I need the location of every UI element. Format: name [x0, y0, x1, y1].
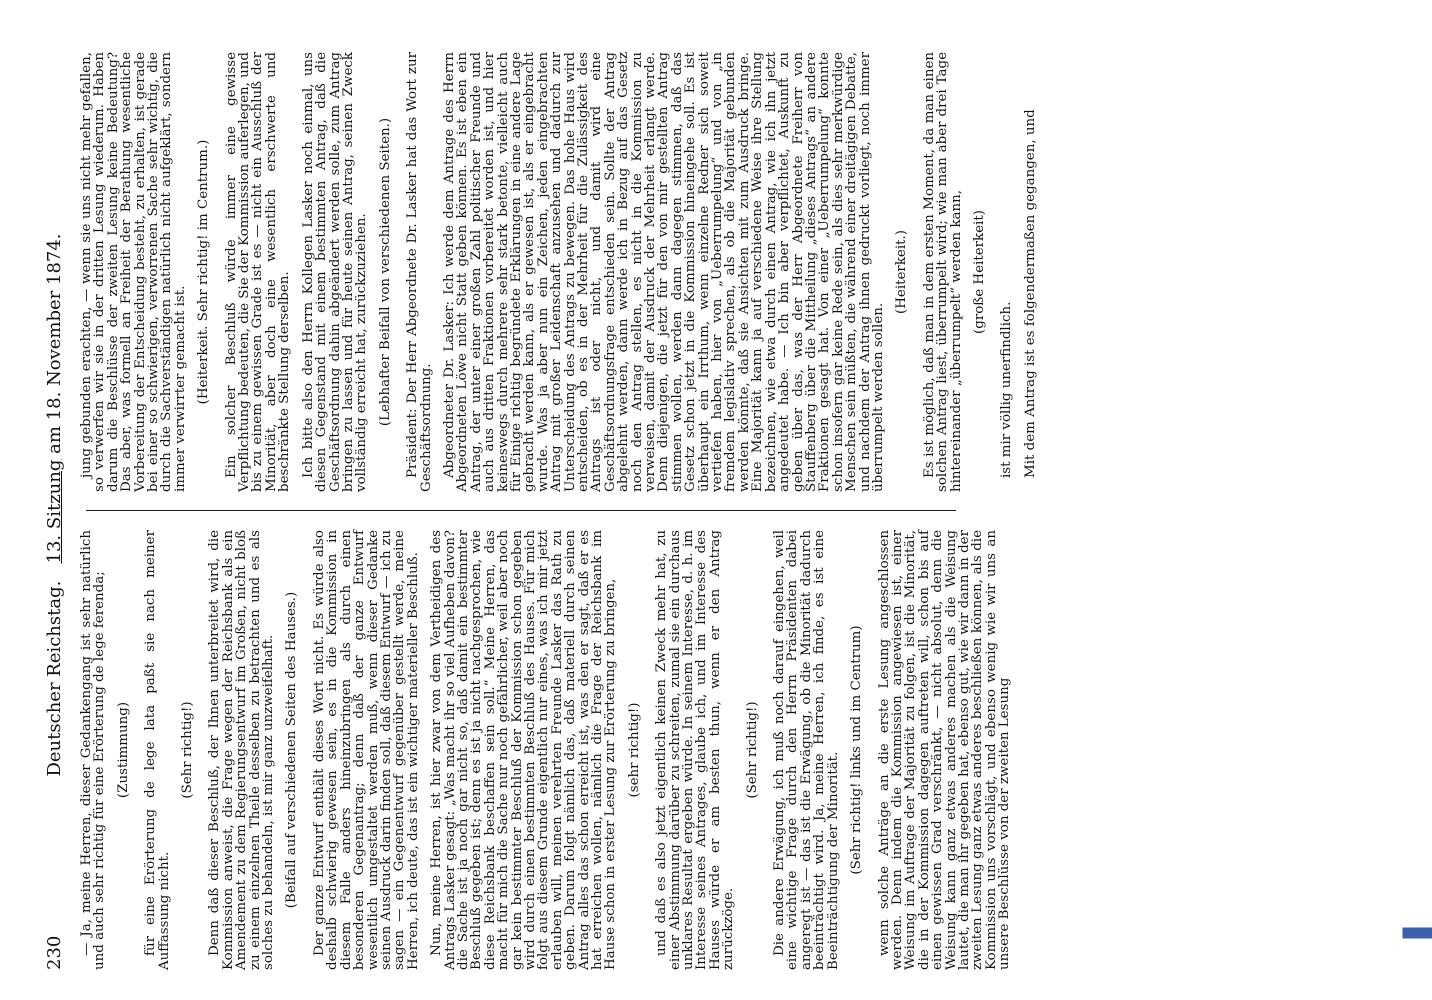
text-column-left: [80, 530, 1022, 970]
stage-direction: (Sehr richtig! links und im Centrum): [849, 625, 865, 875]
paragraph: Präsident: Der Herr Abgeordnete Dr. Lasker hat das Wort zur Geschäftsordnung.: [405, 52, 434, 492]
publication-title: Deutscher Reichstag.: [44, 580, 65, 777]
paragraph: Ein solcher Beschluß würde immer eine gewisse Verpflichtung bedeuten, die Sie der Kommission auferlegen, und bis zu einem gewissen Grade ist es — nicht ein Ausschluß der Minorität, aber doch eine wesentlich erschwerte und beschränkte Stellung derselben.: [223, 52, 293, 492]
page-header: [40, 40, 74, 970]
stage-direction: (Zustimmung): [115, 701, 131, 799]
stage-direction: (große Heiterkeit): [971, 210, 987, 334]
stage-direction: (Sehr richtig!): [744, 701, 760, 799]
paragraph: jung gebunden erachten, — wenn sie uns nicht mehr gefallen, so verwerfen wir sie in der dritten Lesung wiederum. Haben darum die Beschlüsse der zweiten Lesung keine Bedeutung? Das aber, was formell an Freiheit der Berathung wesentliche Vorbereitung der Entscheidung besteht, zu erhalten, ist gerade bei einer so schwierigen, verworrenen Sache sehr wichtig, die durch die Sachverständigen natürlich nicht aufgeklärt, sondern immer verwirrter gemacht ist.: [79, 52, 188, 492]
dfg-logo: [1403, 928, 1432, 939]
stage-direction: (Heiterkeit. Sehr richtig! im Centrum.): [196, 139, 212, 405]
stage-direction: (sehr richtig!): [626, 702, 642, 798]
paragraph: — Ja, meine Herren, dieser Gedankengang ist sehr natürlich und auch sehr richtig für eine Erörterung de lege ferenda;: [79, 530, 108, 970]
paragraph: Es ist möglich, daß man in dem ersten Moment, da man einen solchen Antrag liest, überrumpelt wird; wie man aber drei Tage hintereinander „überrumpelt“ werden kann,: [921, 52, 964, 492]
paragraph: wenn solche Anträge an die erste Lesung angeschlossen werden. Denn indem die Kommission angewiesen ist, einer Weisung im Auftrage der Majorität zu folgen, ist die Minorität, die in der Kommission dagegen auftreten will, schon bis auf einen gewissen Grad verschränkt, — nicht absolut, denn die Weisung kann ganz etwas anderes machen als die Weisung lautet, die man ihr gegeben hat, ebenso gut, wie wir dann in der zweiten Lesung ganz etwas anderes beschließen können, als die Kommission uns vorschlägt, und ebenso wenig wie wir uns an unsere Beschlüsse von der zweiten Lesung: [876, 530, 1013, 970]
paragraph: Denn daß dieser Beschluß, der Ihnen unterbreitet wird, die Kommission anweist, die Frage wegen der Reichsbank als ein Amendement zu dem Regierungsentwurf im Großen, nicht bloß zu einem einzelnen Theile desselben zu betrachten und es als solches zu behandeln, ist mir ganz unzweifelhaft.: [207, 530, 277, 970]
paragraph: Nun, meine Herren, ist hier zwar von dem Vertheidigen des Antrags Lasker gesagt: „Was macht ihr so viel Aufheben davon? die Sache ist ja noch gar nicht so, daß damit ein bestimmter Beschluß gegeben ist; denn es ist ja nicht nachgesprochen, wie diese Reichsbank beschaffen sein soll.“ Meine Herren, das macht für mich die Sache nur noch gefährlicher, weil aber noch gar kein bestimmter Beschluß der Kommission schon gegeben wird durch einen bestimmten Beschluß des Hauses. Für mich folgt aus diesem Grunde eigentlich nur eines, was ich mir jetzt erlauben will, meinen verehrten Freunde Lasker das Rath zu geben. Darum folgt nämlich das, daß materiell durch seinen Antrag alles das schon erreicht ist, was den er sagt, daß er es hat erreichen wollen, nämlich die Frage der Reichsbank im Hause schon in erster Lesung zur Erörterung zu bringen,: [429, 530, 619, 970]
session-date: am 18. November 1874.: [44, 233, 65, 454]
paragraph: Abgeordneter Dr. Lasker: Ich werde dem Antrage des Herrn Abgeordneten Löwe nicht Statt geben können. Es ist eben ein Antrag, der unter einer großen Zahl politischer Freunde und auch aus dritten Fraktionen vorbereitet worden ist, und hier keineswegs durch mehrere sehr stark betonte, vielleicht auch für Einige richtig begründete Erklärungen in eine andere Lage gebracht werden kann, als er gewesen ist, als er eingebracht wurde. Was ja aber nun ein Zeichen, jeden eingebrachten Antrag mit großer Leidenschaft anzusehen und dadurch zur Unterscheidung des Antrags zu bewegen. Das hohe Haus wird entscheiden, ob es in der Mehrheit für die Zulässigkeit des Antrags ist oder nicht, und damit wird eine Geschäftsordnungsfrage entschieden sein. Sollte der Antrag abgelehnt werden, dann werde ich in Bezug auf das Gesetz noch den Antrag stellen, es nicht in die Kommission zu verweisen, damit der Ausdruck der Mehrheit erlangt werde. Denn diejenigen, die jetzt für den von mir gestellten Antrag stimmen wollen, werden dann dagegen stimmen, daß das Gesetz schon jetzt in die Kommission hineingehe soll. Es ist überhaupt ein Irrthum, wenn einzelne Redner sich soweit vertiefen haben, hier von „Ueberrumpelung“ und von „in fremdem legislativ sprechen, als ob die Majorität gebunden werden könnte, daß sie Ansichten mit zum Ausdruck bringe. Eine Majorität kann ja auf verschiedene Weise ihre Stellung bezeichnen, wie etwa durch einen Antrag, wie ich ihn jetzt angedeutet habe. — Ich bin aber verpflichtet, Auskunft zu geben über das, was der Herr Abgeordnete Freiherr von Stauffenberg über die Mittheilung „dieses Antrags“ an andere Fraktionen gesagt hat. Von einer „Ueberrumpelung“ konnte schon insofern gar keine Rede sein, als dies sehr merkwürdige Menschen sein müßten, die während einer dreitägigen Debatte, und nachdem der Antrag ihnen gedruckt vorliegt, noch immer überrumpelt werden sollen.: [441, 52, 886, 492]
paragraph: für eine Erörterung de lege lata paßt sie nach meiner Auffassung nicht.: [143, 530, 172, 970]
stage-direction: (Lebhafter Beifall von verschiedenen Seiten.): [377, 117, 393, 427]
running-title: [44, 40, 65, 970]
paragraph: ist mir völlig unerfindlich.: [999, 301, 1015, 478]
stage-direction: (Beifall auf verschiedenen Seiten des Hauses.): [284, 591, 300, 909]
column-divider: [86, 510, 956, 511]
digitization-credit: [1390, 10, 1414, 990]
stage-direction: (Heiterkeit.): [894, 230, 910, 314]
session-label: 13. Sitzung: [44, 459, 65, 564]
paragraph: Ich bitte also den Herrn Kollegen Lasker noch einmal, uns diesen Gegenstand mit einem bestimmten Antrag, daß die Geschäftsordnung dahin abgeändert werden solle, zum Antrag bringen zu lassen und für heute seinen Antrag, seinen Zweck vollständig erreicht hat, zurückzuziehen.: [300, 52, 370, 492]
stage-direction: (Sehr richtig!): [180, 701, 196, 799]
paragraph: und daß es also jetzt eigentlich keinen Zweck mehr hat, zu einer Abstimmung darüber zu schreiten, zumal sie ein durchaus unklares Resultat ergeben würde. In seinem Interesse, d. h. im Interesse seines Antrages, glaube ich, und im Interesse des Hauses würde er am besten thun, wenn er den Antrag zurückzöge.: [654, 530, 737, 970]
paragraph: Die andere Erwägung, ich muß noch darauf eingehen, weil eine wichtige Frage durch den Herrn Präsidenten dabei angeregt ist — das ist die Erwägung, ob die Minorität dadurch beeinträchtigt wird. Ja, meine Herren, ich finde, es ist eine Beeinträchtigung der Minorität.: [772, 530, 841, 970]
page-number: 230: [44, 935, 65, 970]
text-column-right: [80, 52, 1047, 492]
paragraph: Mit dem Antrag ist es folgendermaßen gegangen, und: [1022, 109, 1038, 478]
rotated-page: [40, 40, 1410, 970]
paragraph: Der ganze Entwurf enthält dieses Wort nicht. Es würde also deshalb schwierig gewesen sein, es in die Kommission in diesem Falle anders hineinzubringen als durch einen besonderen Gegenantrag; denn daß der ganze Entwurf wesentlich umgestaltet werden muß, wenn dieser Gedanke seinen Ausdruck darin finden soll, daß diesem Entwurf — ich zu sagen — ein Gegenentwurf gegenüber gestellt werde, meine Herren, ich deute, das ist ein wichtiger materieller Beschluß.: [311, 530, 421, 970]
